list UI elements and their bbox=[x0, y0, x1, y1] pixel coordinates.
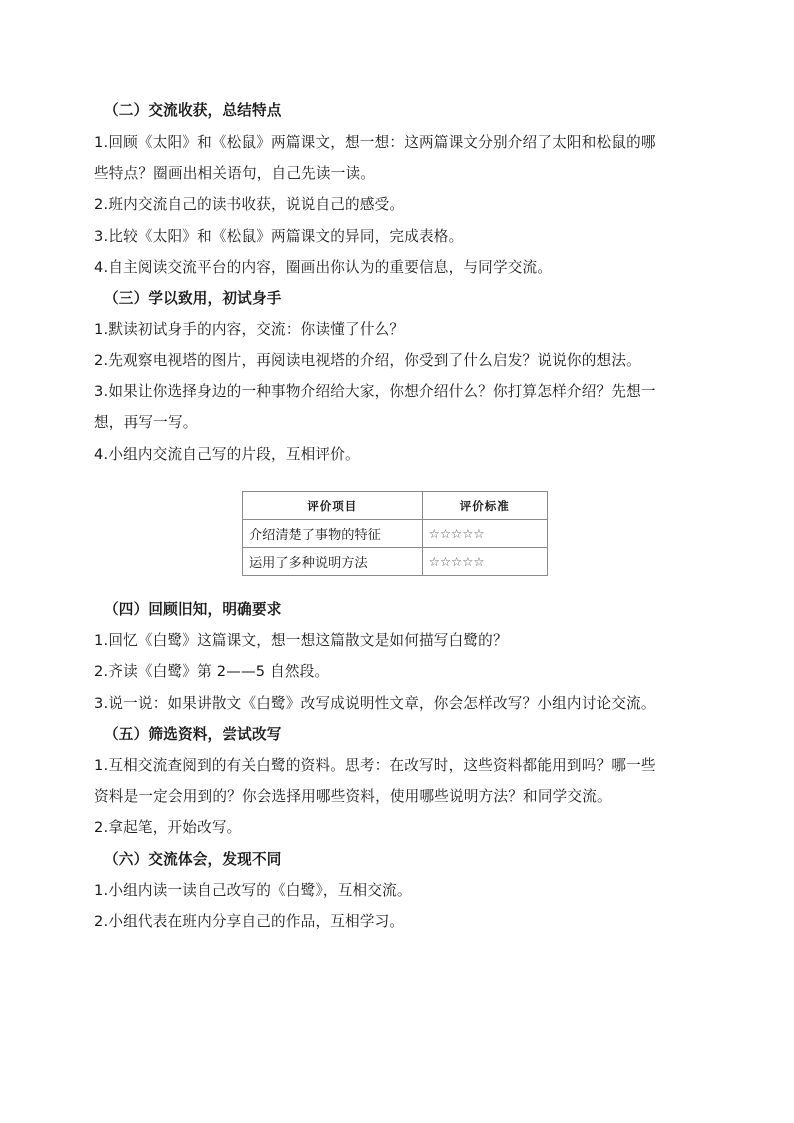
paragraph-line: 4.自主阅读交流平台的内容，圈画出你认为的重要信息，与同学交流。 bbox=[94, 259, 553, 276]
paragraph-line: 些特点？圈画出相关语句，自己先读一读。 bbox=[94, 165, 376, 182]
paragraph-line: 1.互相交流查阅到的有关白鹭的资料。思考：在改写时，这些资料都能用到吗？哪一些 bbox=[94, 757, 656, 774]
table-header-row bbox=[243, 492, 548, 520]
paragraph-line: 3.比较《太阳》和《松鼠》两篇课文的异同，完成表格。 bbox=[94, 228, 464, 245]
star-rating-cell: ☆☆☆☆☆ bbox=[422, 548, 547, 576]
paragraph-line: 想，再写一写。 bbox=[94, 414, 198, 431]
table-header-cell: 评价标准 bbox=[422, 492, 547, 520]
section-heading: （六）交流体会，发现不同 bbox=[104, 851, 282, 868]
section-heading: （三）学以致用，初试身手 bbox=[104, 290, 282, 307]
evaluation-table bbox=[242, 491, 548, 576]
table-header-cell: 评价项目 bbox=[243, 492, 423, 520]
section-heading: （二）交流收获，总结特点 bbox=[104, 102, 282, 119]
star-rating-cell: ☆☆☆☆☆ bbox=[422, 520, 547, 548]
paragraph-line: 1.回忆《白鹭》这篇课文，想一想这篇散文是如何描写白鹭的？ bbox=[94, 632, 508, 649]
table-cell: 运用了多种说明方法 bbox=[243, 548, 423, 576]
section-heading: （四）回顾旧知，明确要求 bbox=[104, 601, 282, 618]
paragraph-line: 2.先观察电视塔的图片，再阅读电视塔的介绍，你受到了什么启发？说说你的想法。 bbox=[94, 352, 641, 369]
paragraph-line: 4.小组内交流自己写的片段，互相评价。 bbox=[94, 446, 360, 463]
paragraph-line: 2.小组代表在班内分享自己的作品，互相学习。 bbox=[94, 913, 405, 930]
paragraph-line: 2.齐读《白鹭》第 2——5 自然段。 bbox=[94, 663, 330, 680]
section-heading: （五）筛选资料，尝试改写 bbox=[104, 726, 282, 743]
paragraph-line: 2.拿起笔，开始改写。 bbox=[94, 819, 242, 836]
paragraph-line: 资料是一定会用到的？你会选择用哪些资料，使用哪些说明方法？和同学交流。 bbox=[94, 788, 612, 805]
table-row bbox=[243, 548, 548, 576]
paragraph-line: 1.小组内读一读自己改写的《白鹭》，互相交流。 bbox=[94, 882, 412, 899]
paragraph-line: 1.回顾《太阳》和《松鼠》两篇课文，想一想：这两篇课文分别介绍了太阳和松鼠的哪 bbox=[94, 134, 656, 151]
paragraph-line: 3.如果让你选择身边的一种事物介绍给大家，你想介绍什么？你打算怎样介绍？先想一 bbox=[94, 383, 656, 400]
table-row bbox=[243, 520, 548, 548]
paragraph-line: 3.说一说：如果讲散文《白鹭》改写成说明性文章，你会怎样改写？小组内讨论交流。 bbox=[94, 695, 656, 712]
table-cell: 介绍清楚了事物的特征 bbox=[243, 520, 423, 548]
paragraph-line: 2.班内交流自己的读书收获，说说自己的感受。 bbox=[94, 196, 405, 213]
paragraph-line: 1.默读初试身手的内容，交流：你读懂了什么？ bbox=[94, 321, 405, 338]
